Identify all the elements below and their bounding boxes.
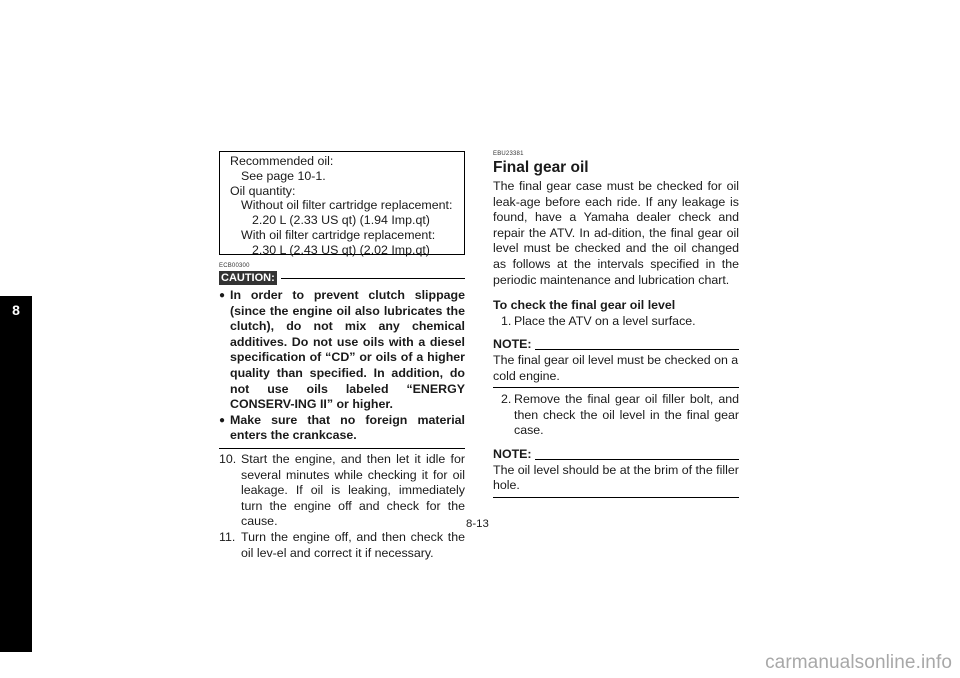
note-text: The final gear oil level must be checked on a cold engine. — [493, 352, 739, 383]
step-number: 2. — [501, 392, 512, 407]
section-intro: The final gear case must be checked for oil leak-age before each ride. If any leakage is found, have a Yamaha dealer check and repair the ATV. In ad-dition, the final gear oil level must be checked and the oil changed as follows at the intervals specified in the periodic maintenance and lubrication chart. — [493, 179, 739, 287]
with-filter-value: 2.30 L (2.43 US qt) (2.02 Imp.qt) — [252, 242, 430, 257]
step-text: Remove the final gear oil filler bolt, and then check the oil level in the final gear case. — [514, 392, 739, 438]
caution-label: CAUTION: — [221, 272, 275, 284]
note-end-rule — [493, 387, 739, 388]
caution-code: ECB00300 — [219, 263, 250, 269]
step-text: Turn the engine off, and then check the oil lev-el and correct it if necessary. — [241, 529, 465, 560]
step-number: 10. — [219, 451, 237, 466]
step-text: Place the ATV on a level surface. — [514, 313, 696, 328]
note-text: The oil level should be at the brim of the filler hole. — [493, 462, 739, 493]
list-item — [219, 530, 465, 561]
note-heading — [493, 337, 739, 353]
section-title: Final gear oil — [493, 159, 589, 176]
left-column — [219, 151, 465, 561]
recommended-oil-label: Recommended oil: — [230, 154, 334, 168]
note-end-rule — [493, 497, 739, 498]
bullet-icon: ● — [219, 290, 226, 301]
list-item — [219, 452, 465, 530]
watermark: carmanualsonline.info — [765, 652, 952, 673]
note-rule — [535, 459, 739, 460]
step-text: Start the engine, and then let it idle for several minutes while checking it for oil leakage. If oil is leaking, immediately turn the engine off and check for the cause. — [241, 451, 465, 529]
list-item — [493, 392, 739, 439]
bullet-icon: ● — [219, 414, 226, 426]
caution-end-rule — [219, 448, 465, 449]
note-rule — [535, 349, 739, 350]
without-filter-label: Without oil filter cartridge replacement: — [241, 198, 453, 213]
step-number: 11. — [219, 529, 236, 544]
right-column — [493, 151, 739, 502]
oil-quantity-label: Oil quantity: — [230, 183, 296, 198]
recommended-oil-value: See page 10-1. — [241, 168, 326, 183]
list-item — [493, 314, 739, 330]
oil-spec-box — [219, 151, 465, 255]
note-label: NOTE: — [493, 446, 532, 461]
chapter-tab — [0, 296, 32, 652]
chapter-tab-number: 8 — [12, 302, 20, 318]
subheading: To check the final gear oil level — [493, 298, 676, 313]
page-number: 8-13 — [466, 518, 489, 530]
caution-item — [219, 288, 465, 413]
caution-item — [219, 413, 465, 444]
note-label: NOTE: — [493, 337, 532, 352]
section-code: EBU23381 — [493, 151, 524, 157]
with-filter-label: With oil filter cartridge replacement: — [241, 227, 436, 242]
caution-rule — [281, 278, 465, 279]
caution-heading — [219, 271, 465, 285]
without-filter-value: 2.20 L (2.33 US qt) (1.94 Imp.qt) — [252, 213, 430, 228]
note-heading — [493, 447, 739, 463]
caution-item-text: Make sure that no foreign material enters the crankcase. — [230, 412, 465, 443]
caution-item-text: In order to prevent clutch slippage (since the engine oil also lubricates the clutch), do not mix any chemical additives. Do not use oils with a diesel specification of “CD” or oils of a higher quality than specified. In addition, do not use oils labeled “ENERGY CONSERV-ING II” or higher. — [230, 288, 465, 412]
step-number: 1. — [501, 313, 512, 328]
